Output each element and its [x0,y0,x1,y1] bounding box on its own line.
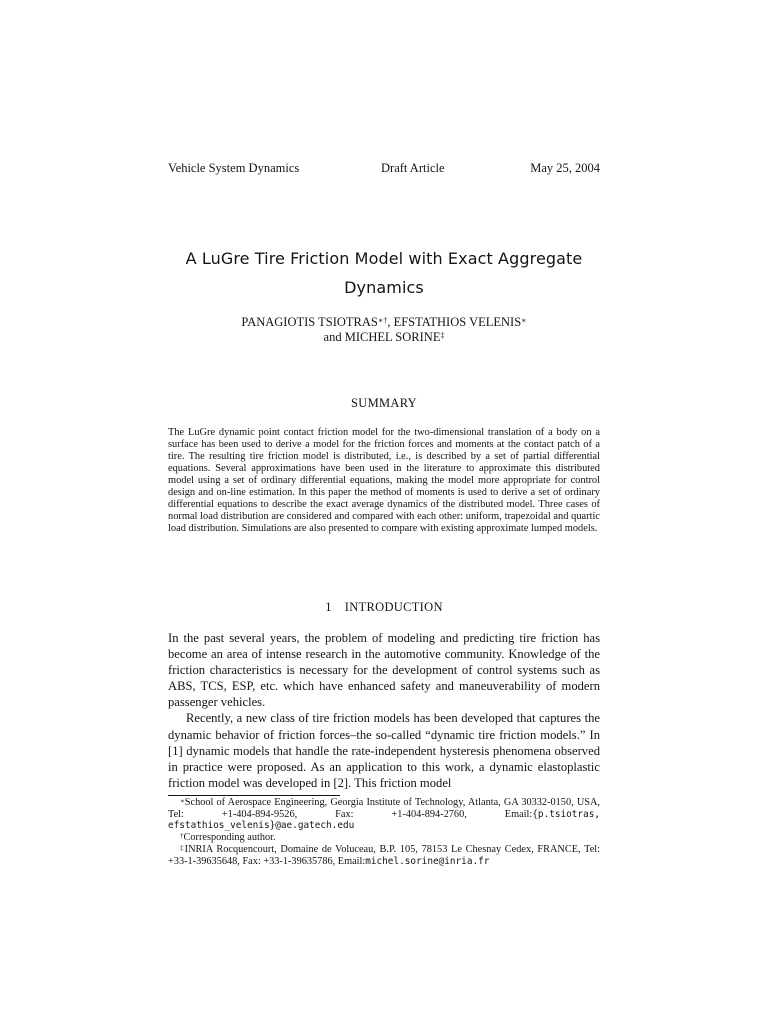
section-heading [168,600,600,615]
body-text [168,630,600,791]
footnote-text: Corresponding author. [183,832,276,844]
author-name: MICHEL SORINE [344,330,441,344]
author-name: PANAGIOTIS TSIOTRAS [241,315,378,329]
article-date: May 25, 2004 [530,161,600,175]
summary-heading: SUMMARY [350,396,417,410]
body-paragraph: In the past several years, the problem of modeling and predicting tire friction has become an area of intense research in the automotive community. Knowledge of the friction characteristics is necessary for the development of control systems such as ABS, TCS, ESP, etc. which have enhanced safety and maneuverability of modern passenger vehicles. [168,631,600,710]
body-paragraph: Recently, a new class of tire friction models has been developed that captures the dynamic behavior of friction forces–the so-called “dynamic tire friction models.” In [1] dynamic models that handle the rate-independent hysteresis phenomena observed in practice were proposed. As an application to this work, a dynamic elastoplastic friction model was developed in [2]. This friction model [168,711,600,790]
footnote-text: School of Aerospace Engineering, Georgia Institute of Technology, Atlanta, GA 30332-0150, USA, Tel: +1-404-894-9526, Fax: +1-404-894-2760, Email: [168,797,600,820]
footnote-affiliation-2 [168,844,600,867]
footnote-text: INRIA Rocquencourt, Domaine de Voluceau, B.P. 105, 78153 Le Chesnay Cedex, FRANCE, Tel: +33-1-39635648, Fax: +33-1-39635786, Email: [168,843,600,867]
author-line-2 [168,330,600,345]
footnotes [168,797,600,867]
footnote-mark: ∗ [180,797,185,805]
email-address: michel.sorine@inria.fr [365,855,490,867]
footnote-mark: † [180,832,184,841]
title-line-1: A LuGre Tire Friction Model with Exact Aggregate [185,249,583,268]
author-separator: , [387,315,394,329]
summary-abstract: The LuGre dynamic point contact friction model for the two-dimensional translation of a body on a surface has been used to derive a model for the friction forces and moments at the contact patch of a tire. The resulting tire friction model is distributed, i.e., is described by a set of partial differential equations. Several approximations have been used in the literature to approximate this distributed model using a set of ordinary differential equations, making the model more appropriate for control design and on-line estimation. In this paper the method of moments is used to derive a set of ordinary differential equations to describe the exact average dynamics of the distributed model. Three cases of normal load distribution are considered and compared with each other: uniform, trapezoidal and quartic load distribution. Simulations are also presented to compare with existing approximate lumped models. [168,427,600,534]
title-line-2: Dynamics [344,278,424,297]
footnote-divider [168,795,340,796]
section-number: 1 [325,600,332,614]
footnote-mark: ‡ [180,843,185,852]
email-address: {p.tsiotras, efstathios_velenis}@ae.gatech.edu [168,808,600,832]
running-head [168,161,600,179]
section-title: INTRODUCTION [344,600,443,614]
author-line-1 [168,315,600,330]
article-status: Draft Article [381,161,445,175]
author-affiliation-mark: ∗† [377,316,388,325]
author-list [168,315,600,345]
author-affiliation-mark: ‡ [440,331,445,340]
paper-title [168,244,600,302]
author-and: and [323,330,345,344]
author-affiliation-mark: ∗ [521,316,527,325]
author-name: EFSTATHIOS VELENIS [393,315,522,329]
footnote-affiliation-1 [168,797,600,832]
footnote-corresponding [168,832,600,844]
journal-name: Vehicle System Dynamics [168,161,300,175]
